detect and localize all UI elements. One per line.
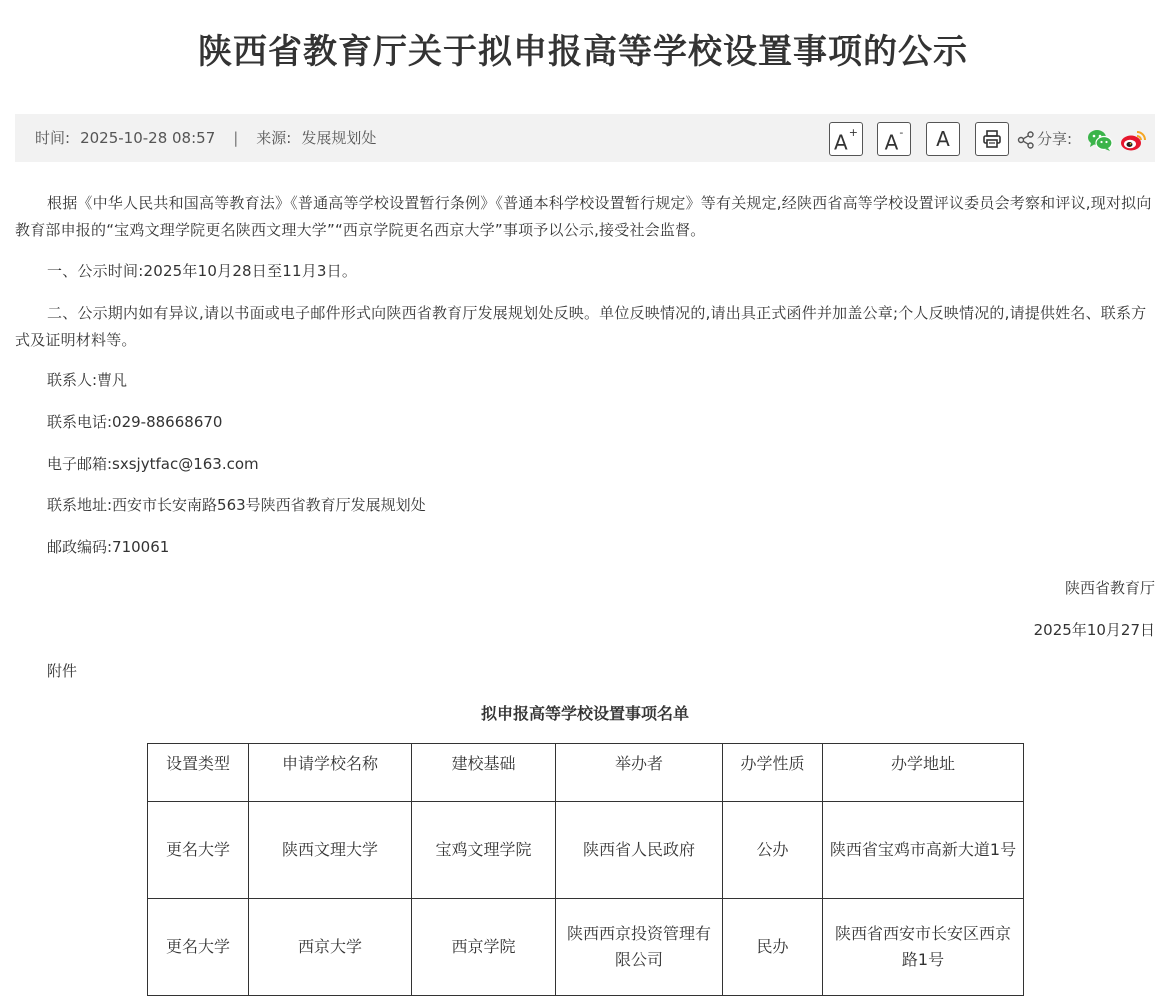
- paragraph-period: 一、公示时间:2025年10月28日至11月3日。: [47, 262, 358, 280]
- source-label: 来源:: [256, 129, 292, 147]
- table-cell: 公办: [723, 802, 823, 899]
- meta-separator: |: [233, 129, 239, 147]
- table-cell: 西京学院: [412, 899, 556, 996]
- share-label: 分享:: [1037, 130, 1073, 148]
- paragraph-objection: 二、公示期内如有异议,请以书面或电子邮件形式向陕西省教育厅发展规划处反映。单位反映情况的,请出具正式函件并加盖公章;个人反映情况的,请提供姓名、联系方式及证明材料等。: [15, 304, 1147, 349]
- header-cell: 举办者: [556, 744, 723, 802]
- table-cell: 宝鸡文理学院: [412, 802, 556, 899]
- font-decrease-label: A: [884, 130, 899, 155]
- font-decrease-button[interactable]: [877, 122, 911, 156]
- contact-email: 电子邮箱:sxsjytfac@163.com: [47, 455, 259, 473]
- school-list-table: [147, 743, 1024, 996]
- publish-time: 2025-10-28 08:57: [80, 129, 216, 147]
- contact-person: 联系人:曹凡: [47, 371, 128, 389]
- font-increase-mark: +: [848, 126, 858, 139]
- table-cell: 陕西省宝鸡市高新大道1号: [823, 802, 1024, 899]
- table-cell: 陕西省人民政府: [556, 802, 723, 899]
- paragraph-intro: 根据《中华人民共和国高等教育法》《普通高等学校设置暂行条例》《普通本科学校设置暂行规定》等有关规定,经陕西省高等学校设置评议委员会考察和评议,现对拟向教育部申报的“宝鸡文理学院更名陕西文理大学”“西京学院更名西京大学”事项予以公示,接受社会监督。: [15, 194, 1152, 239]
- contact-postcode: 邮政编码:710061: [47, 538, 170, 556]
- table-row: [148, 899, 1024, 996]
- wechat-icon[interactable]: [1087, 128, 1113, 152]
- table-row: [148, 802, 1024, 899]
- font-increase-button[interactable]: [829, 122, 863, 156]
- table-cell: 西京大学: [249, 899, 412, 996]
- header-cell: 建校基础: [412, 744, 556, 802]
- source-value: 发展规划处: [301, 129, 377, 147]
- font-reset-label: A: [936, 127, 950, 151]
- font-reset-button[interactable]: [926, 122, 960, 156]
- contact-address: 联系地址:西安市长安南路563号陕西省教育厅发展规划处: [47, 496, 426, 514]
- header-cell: 设置类型: [148, 744, 249, 802]
- contact-phone: 联系电话:029-88668670: [47, 413, 223, 431]
- weibo-icon[interactable]: [1120, 128, 1148, 152]
- signature: 陕西省教育厅: [1064, 579, 1155, 597]
- table-title: 拟申报高等学校设置事项名单: [480, 704, 689, 723]
- table-header-row: [148, 744, 1024, 802]
- table-cell: 陕西文理大学: [249, 802, 412, 899]
- font-increase-label: A: [834, 130, 848, 155]
- header-cell: 申请学校名称: [249, 744, 412, 802]
- toolbar: [829, 122, 1155, 156]
- print-icon: [982, 129, 1002, 149]
- font-decrease-mark: -: [899, 126, 904, 139]
- time-label: 时间:: [35, 129, 71, 147]
- print-button[interactable]: [975, 122, 1009, 156]
- meta-bar: [15, 114, 1155, 162]
- attachment-label: 附件: [47, 662, 78, 680]
- share-icon: [1017, 131, 1035, 149]
- header-cell: 办学地址: [823, 744, 1024, 802]
- table-cell: 更名大学: [148, 899, 249, 996]
- meta-info: [35, 114, 376, 162]
- table-cell: 更名大学: [148, 802, 249, 899]
- table-cell: 民办: [723, 899, 823, 996]
- table-cell: 陕西省西安市长安区西京路1号: [823, 899, 1024, 996]
- page-title: 陕西省教育厅关于拟申报高等学校设置事项的公示: [198, 32, 968, 72]
- header-cell: 办学性质: [723, 744, 823, 802]
- issue-date: 2025年10月27日: [1033, 621, 1155, 639]
- table-cell: 陕西西京投资管理有限公司: [556, 899, 723, 996]
